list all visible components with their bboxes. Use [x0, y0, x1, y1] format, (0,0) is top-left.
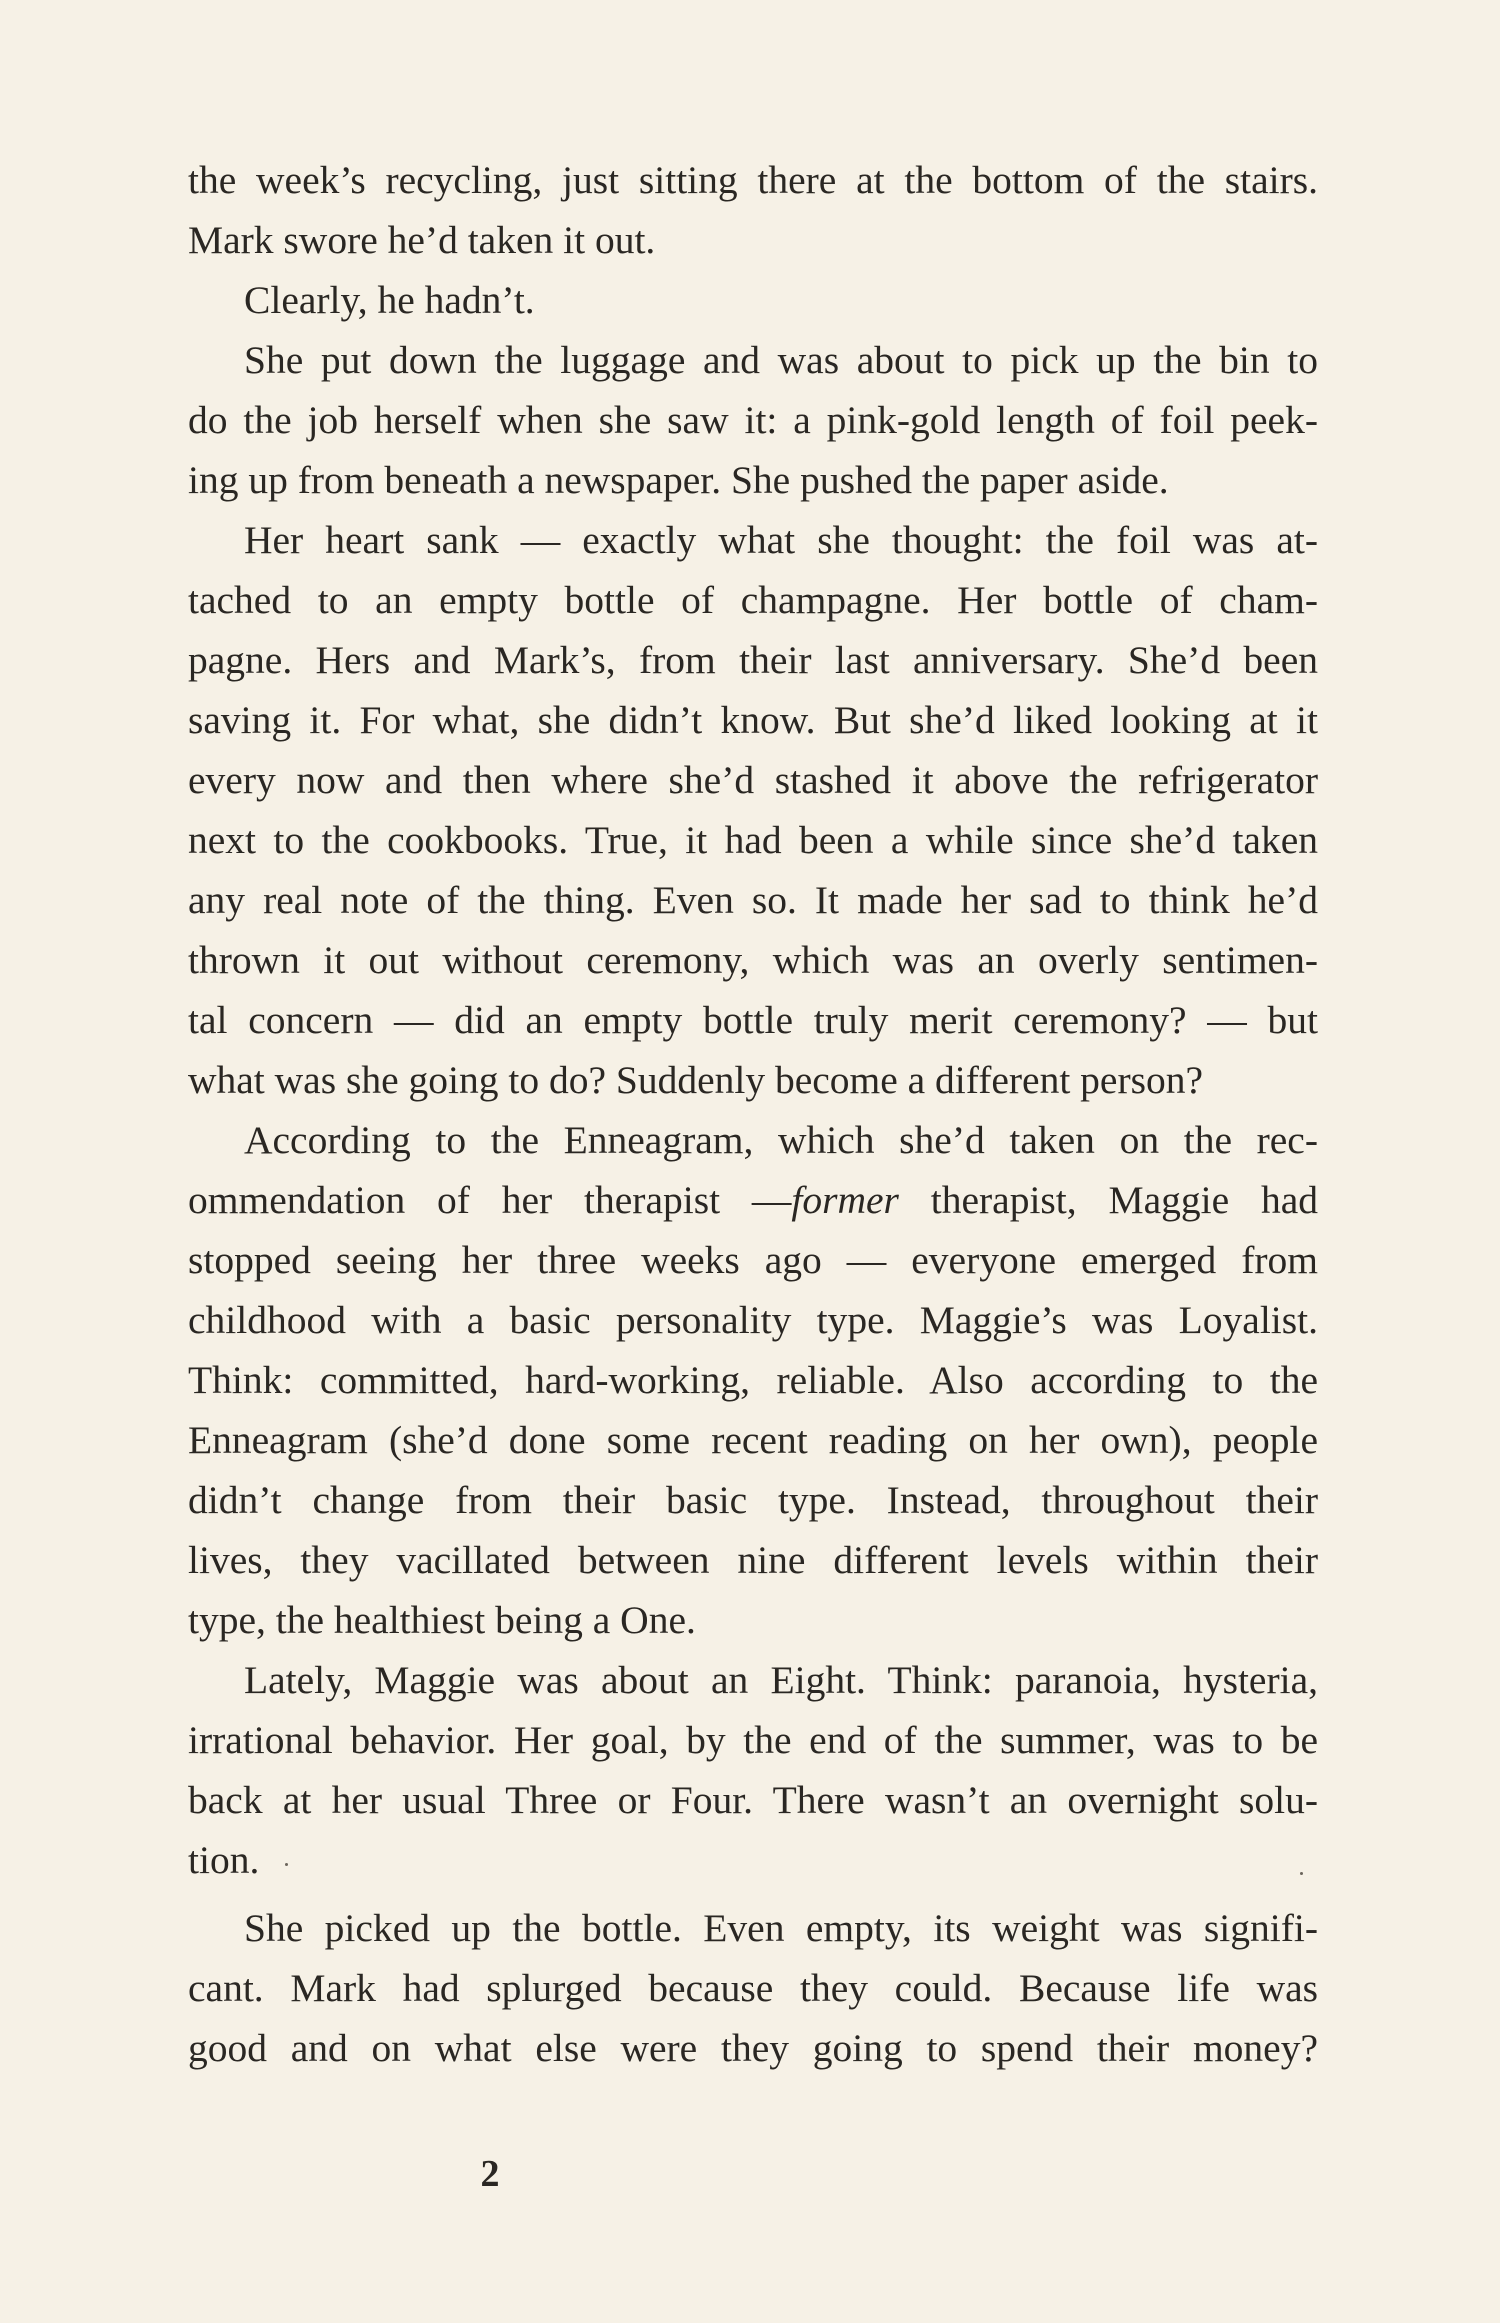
- text-line: childhood with a basic personality type. Maggie’s was Loyalist.: [188, 1298, 1318, 1342]
- text-line: Lately, Maggie was about an Eight. Think: paranoia, hysteria,: [244, 1658, 1318, 1702]
- paragraph: [188, 150, 1318, 270]
- text-line: According to the Enneagram, which she’d taken on the rec-: [244, 1118, 1318, 1162]
- text-line: what was she going to do? Suddenly become a different person?: [188, 1058, 1204, 1102]
- text-line: lives, they vacillated between nine different levels within their: [188, 1538, 1318, 1582]
- text-line: every now and then where she’d stashed it above the refrigerator: [188, 758, 1318, 802]
- text-line: didn’t change from their basic type. Instead, throughout their: [188, 1478, 1318, 1522]
- text-line: good and on what else were they going to spend their money?: [188, 2026, 1318, 2070]
- text-line: do the job herself when she saw it: a pink-gold length of foil peek-: [188, 398, 1318, 442]
- text-line: She put down the luggage and was about to pick up the bin to: [244, 338, 1318, 382]
- paragraph: [188, 510, 1318, 1110]
- text-line: stopped seeing her three weeks ago — everyone emerged from: [188, 1238, 1318, 1282]
- text-line: pagne. Hers and Mark’s, from their last anniversary. She’d been: [188, 638, 1318, 682]
- text-line: cant. Mark had splurged because they could. Because life was: [188, 1966, 1318, 2010]
- print-speck: [1300, 1872, 1303, 1875]
- text-line: type, the healthiest being a One.: [188, 1598, 696, 1642]
- paragraph: [188, 1650, 1318, 1890]
- paragraph: [188, 1110, 1318, 1650]
- text-line: She picked up the bottle. Even empty, its weight was signifi-: [244, 1906, 1318, 1950]
- text-line: Clearly, he hadn’t.: [244, 278, 535, 322]
- text-fragment: therapist, Maggie had: [898, 1178, 1318, 1222]
- text-line: tion.: [188, 1838, 260, 1882]
- text-line: thrown it out without ceremony, which was an overly sentimen-: [188, 938, 1318, 982]
- text-line: tached to an empty bottle of champagne. Her bottle of cham-: [188, 578, 1318, 622]
- body-text: [188, 150, 1318, 2078]
- text-line: any real note of the thing. Even so. It made her sad to think he’d: [188, 878, 1318, 922]
- italic-emphasis: former: [791, 1178, 899, 1222]
- text-line: next to the cookbooks. True, it had been a while since she’d taken: [188, 818, 1318, 862]
- text-line: Mark swore he’d taken it out.: [188, 218, 656, 262]
- paragraph: [188, 270, 1318, 330]
- text-line: Enneagram (she’d done some recent reading on her own), people: [188, 1418, 1318, 1462]
- paragraph: [188, 330, 1318, 510]
- text-line: irrational behavior. Her goal, by the end of the summer, was to be: [188, 1718, 1318, 1762]
- text-line: Her heart sank — exactly what she thought: the foil was at-: [244, 518, 1318, 562]
- text-line: saving it. For what, she didn’t know. But she’d liked looking at it: [188, 698, 1318, 742]
- text-line: tal concern — did an empty bottle truly merit ceremony? — but: [188, 998, 1318, 1042]
- text-line: [188, 1170, 1318, 1230]
- paragraph: [188, 1898, 1318, 2078]
- text-line: ing up from beneath a newspaper. She pushed the paper aside.: [188, 458, 1169, 502]
- text-line: back at her usual Three or Four. There wasn’t an overnight solu-: [188, 1778, 1318, 1822]
- text-line: the week’s recycling, just sitting there at the bottom of the stairs.: [188, 158, 1318, 202]
- text-line: Think: committed, hard-working, reliable. Also according to the: [188, 1358, 1318, 1402]
- print-speck: [285, 1863, 288, 1866]
- text-fragment: ommendation of her therapist —: [188, 1178, 792, 1222]
- page-number: 2: [480, 2153, 500, 2195]
